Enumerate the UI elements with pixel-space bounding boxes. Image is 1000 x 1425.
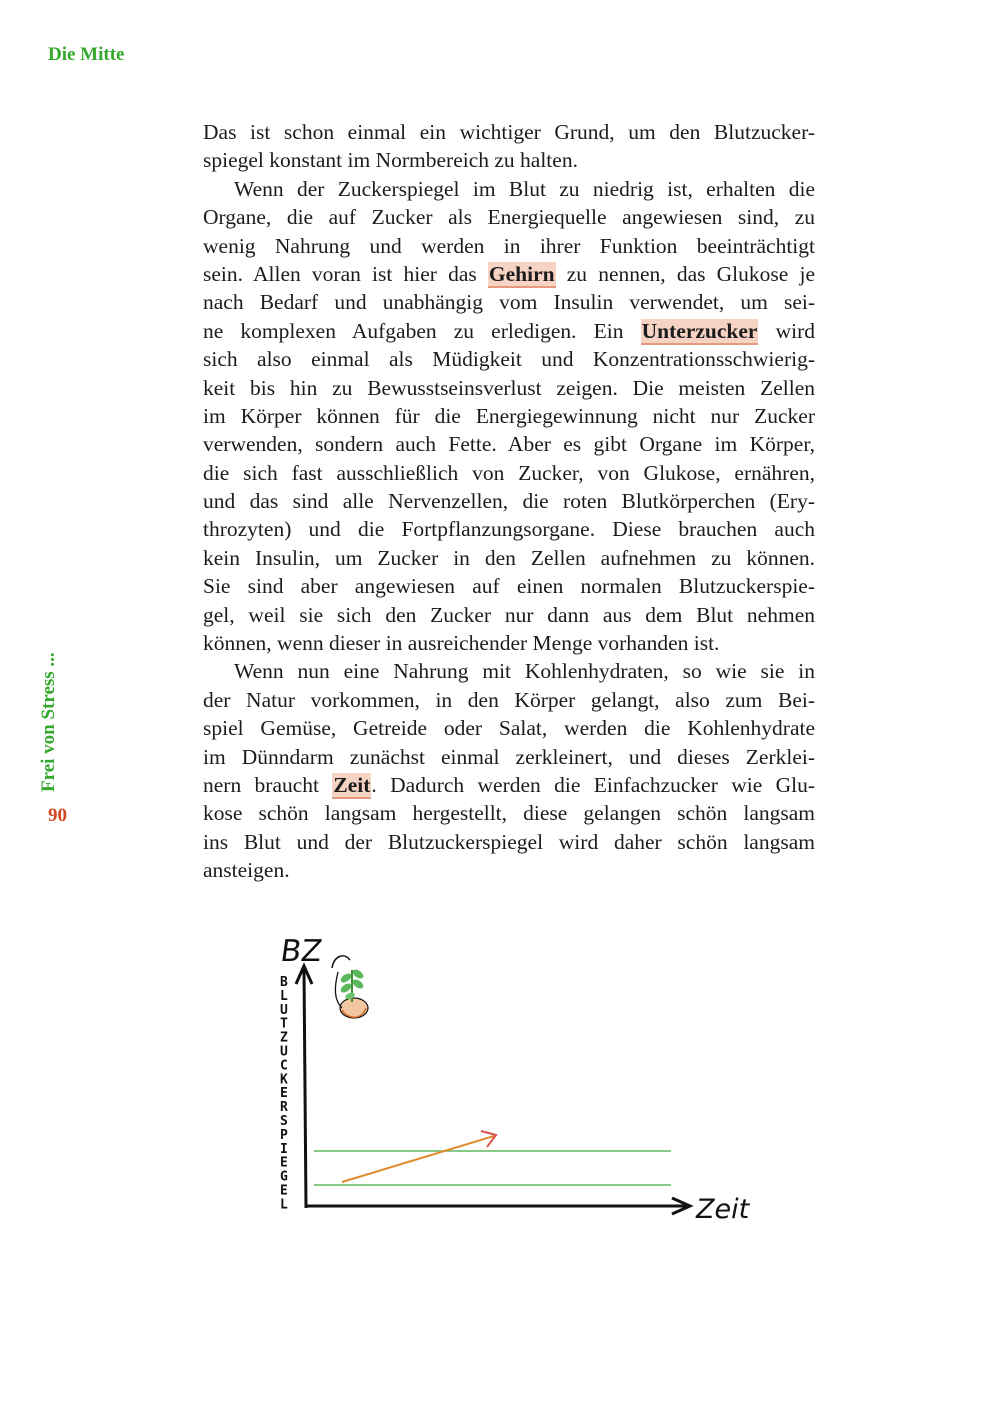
- running-head: Die Mitte: [48, 44, 125, 65]
- text-line: [203, 203, 815, 231]
- text-line: [203, 118, 815, 146]
- text-segment: . Dadurch werden die Einfachzucker wie Glu-: [371, 772, 816, 797]
- page-number: 90: [48, 805, 67, 826]
- text-segment: ansteigen.: [203, 858, 290, 883]
- x-axis-label: Zeit: [696, 1194, 750, 1225]
- y-axis-letter: R: [280, 1100, 288, 1116]
- text-segment: spiegel konstant im Normbereich zu halten.: [203, 148, 578, 173]
- text-line: [203, 856, 815, 884]
- text-segment: können, wenn dieser in ausreichender Menge vorhanden ist.: [203, 631, 720, 656]
- text-line: [203, 544, 815, 572]
- text-segment: und das sind alle Nervenzellen, die roten Blutkörperchen (Ery-: [203, 489, 815, 514]
- text-line: [203, 686, 815, 714]
- y-axis-short-label: BZ: [278, 934, 325, 969]
- text-line: [203, 743, 815, 771]
- text-line: [203, 572, 815, 600]
- text-segment: die sich fast ausschließlich von Zucker, von Glukose, ernähren,: [203, 460, 815, 485]
- text-segment: Das ist schon einmal ein wichtiger Grund, um den Blutzucker-: [203, 120, 815, 144]
- text-segment: keit bis hin zu Bewusstseinsverlust zeigen. Die meisten Zellen: [203, 375, 815, 400]
- text-segment: der Natur vorkommen, in den Körper gelangt, also zum Bei-: [203, 687, 815, 712]
- text-segment: Wenn nun eine Nahrung mit Kohlenhydraten, so wie sie in: [234, 659, 815, 684]
- y-axis-letter: B: [280, 975, 288, 990]
- y-axis-letter: I: [280, 1141, 288, 1157]
- text-segment: im Körper können für die Energiegewinnung nicht nur Zucker: [203, 403, 815, 428]
- text-line: [203, 232, 815, 260]
- text-segment: verwenden, sondern auch Fette. Aber es gibt Organe im Körper,: [203, 432, 815, 457]
- text-line: [203, 288, 815, 316]
- text-segment: gel, weil sie sich den Zucker nur dann aus dem Blut nehmen: [203, 602, 815, 627]
- y-axis-letter: U: [280, 1002, 288, 1018]
- y-axis-letter: P: [280, 1127, 288, 1143]
- body-text: [203, 118, 815, 885]
- text-line: [203, 714, 815, 742]
- y-axis-letter: E: [280, 1086, 288, 1102]
- trend-line: [342, 1136, 494, 1182]
- y-axis-letter: E: [280, 1183, 288, 1199]
- text-segment: zu nennen, das Glukose je: [555, 261, 815, 286]
- text-segment: im Dünndarm zunächst einmal zerkleinert, und dieses Zerklei-: [203, 744, 815, 769]
- text-segment: throzyten) und die Fortpflanzungsorgane. Diese brauchen auch: [203, 517, 815, 542]
- y-axis-vertical-label: [280, 975, 288, 1212]
- text-segment: Wenn der Zuckerspiegel im Blut zu niedrig ist, erhalten die: [234, 176, 815, 201]
- y-axis: [304, 970, 306, 1208]
- text-line: [203, 799, 815, 827]
- text-line: [203, 601, 815, 629]
- text-line: [203, 345, 815, 373]
- text-line: [203, 771, 815, 799]
- y-axis-letter: G: [280, 1169, 288, 1185]
- y-axis-letter: S: [280, 1114, 288, 1129]
- text-segment: kose schön langsam hergestellt, diese gelangen schön langsam: [203, 801, 815, 826]
- y-axis-letter: L: [280, 1197, 288, 1213]
- text-segment: nern braucht: [203, 772, 333, 797]
- seedling-icon: [332, 956, 368, 1018]
- text-line: [203, 260, 815, 288]
- text-segment: Organe, die auf Zucker als Energiequelle angewiesen sind, zu: [203, 205, 815, 230]
- text-line: [203, 374, 815, 402]
- y-axis-letter: U: [280, 1044, 288, 1060]
- keyword-highlight: Zeit: [333, 772, 371, 797]
- text-line: [203, 175, 815, 203]
- text-segment: wenig Nahrung und werden in ihrer Funktion beeinträchtigt: [203, 233, 815, 258]
- text-segment: sein. Allen voran ist hier das: [203, 261, 488, 286]
- text-segment: ne komplexen Aufgaben zu erledigen. Ein: [203, 318, 641, 343]
- text-line: [203, 430, 815, 458]
- text-segment: kein Insulin, um Zucker in den Zellen aufnehmen zu können.: [203, 545, 815, 570]
- text-segment: nach Bedarf und unabhängig vom Insulin verwendet, um sei-: [203, 290, 815, 315]
- text-line: [203, 317, 815, 345]
- text-line: [203, 657, 815, 685]
- text-line: [203, 402, 815, 430]
- side-title: Frei von Stress ...: [38, 652, 59, 792]
- text-segment: ins Blut und der Blutzuckerspiegel wird daher schön langsam: [203, 829, 815, 854]
- text-line: [203, 629, 815, 657]
- keyword-highlight: Gehirn: [488, 261, 555, 286]
- y-axis-letter: C: [280, 1058, 288, 1074]
- blood-sugar-sketch: [262, 928, 762, 1228]
- y-axis-letter: T: [280, 1016, 288, 1032]
- y-axis-letter: E: [280, 1155, 288, 1171]
- text-segment: wird: [758, 318, 815, 343]
- text-segment: sich also einmal als Müdigkeit und Konzentrationsschwierig-: [203, 347, 815, 372]
- y-axis-letter: Z: [280, 1030, 288, 1046]
- text-line: [203, 146, 815, 174]
- text-line: [203, 828, 815, 856]
- y-axis-letter: K: [280, 1072, 288, 1088]
- text-line: [203, 515, 815, 543]
- text-segment: Sie sind aber angewiesen auf einen normalen Blutzuckerspie-: [203, 574, 815, 599]
- keyword-highlight: Unterzucker: [641, 318, 758, 343]
- text-line: [203, 487, 815, 515]
- text-line: [203, 459, 815, 487]
- text-segment: spiel Gemüse, Getreide oder Salat, werden die Kohlenhydrate: [203, 716, 815, 741]
- y-axis-letter: L: [280, 988, 288, 1004]
